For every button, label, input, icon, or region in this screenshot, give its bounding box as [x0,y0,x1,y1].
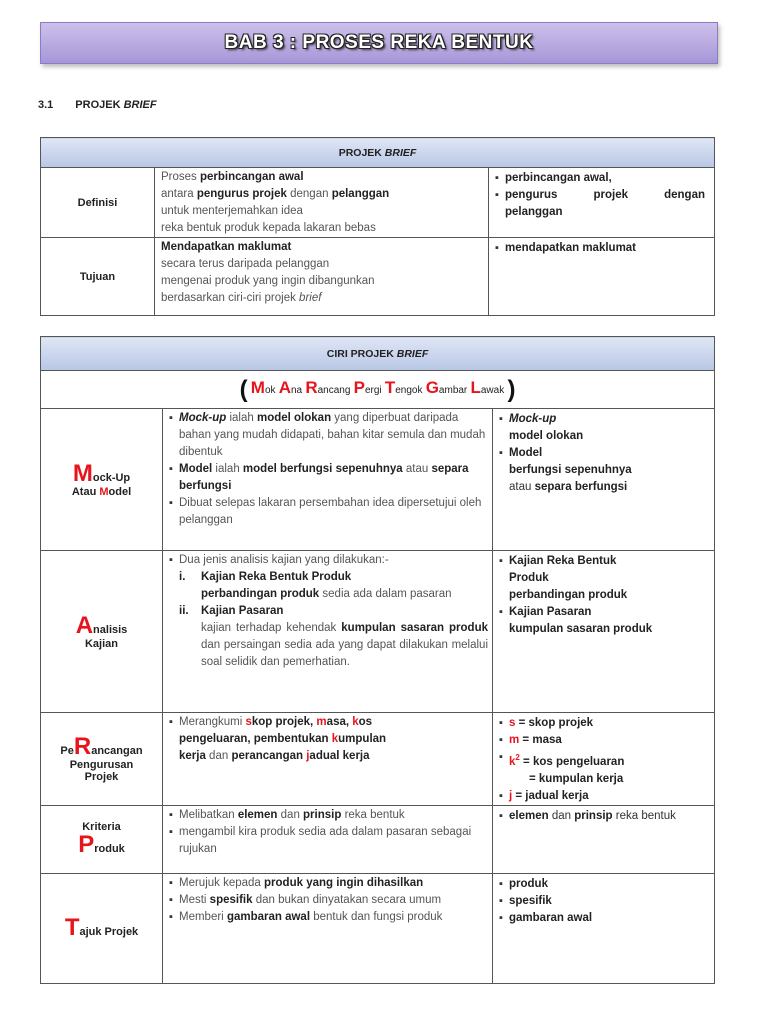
row-label-perancangan: PeRancangan Pengurusan Projek [41,713,163,806]
table-row [41,168,715,238]
ciri-projek-brief-table [40,336,715,984]
analisis-description: ▪ Dua jenis analisis kajian yang dilakukan:- i. Kajian Reka Bentuk Produk perbandingan produk sedia ada dalam pasaran ii. Kajian Pasaran kajian terhadap kehendak kumpulan sasaran produk dan persaingan sedia ada yang dapat dilakukan melalui soal selidik dan pemerhatian. [163,551,493,713]
row-label-mockup: Mock-Up Atau Model [41,409,163,551]
row-label-kriteria: Kriteria Produk [41,805,163,873]
mnemonic-word: Tengok [384,377,423,397]
mockup-keywords: ▪ Mock-up model olokan ▪ Model berfungsi sepenuhnya atau separa berfungsi [493,409,715,551]
kriteria-keywords: ▪ elemen dan prinsip reka bentuk [493,805,715,873]
mnemonic-word: Gambar [425,377,468,397]
projek-brief-table [40,137,715,316]
row-label-definisi: Definisi [41,168,155,238]
analisis-keywords: ▪ Kajian Reka Bentuk Produk perbandingan produk ▪ Kajian Pasaran kumpulan sasaran produk [493,551,715,713]
row-label-tajuk: Tajuk Projek [41,873,163,983]
table-header: PROJEK BRIEF [41,138,715,168]
tajuk-keywords: ▪ produk ▪ spesifik ▪ gambaran awal [493,873,715,983]
table-header-row [41,138,715,168]
mnemonic-row [41,371,715,409]
table-header-row [41,337,715,371]
perancangan-keywords: ▪ s = skop projek ▪ m = masa ▪ $k^2$ = kos pengeluaran = kumpulan kerja ▪ j = jadual kerja [493,713,715,806]
row-label-tujuan: Tujuan [41,238,155,316]
perancangan-description: ▪ Merangkumi skop projek, masa, kos pengeluaran, pembentukan kumpulan kerja dan perancangan jadual kerja [163,713,493,806]
table-row [41,805,715,873]
mnemonic-word: Ana [278,377,303,397]
table-row [41,551,715,713]
mnemonic-word: Mok [250,377,276,397]
tujuan-description: Mendapatkan maklumat secara terus daripada pelanggan mengenai produk yang ingin dibangunkan berdasarkan ciri-ciri projek brief [155,238,489,316]
definisi-description: Proses perbincangan awal antara pengurus projek dengan pelanggan untuk menterjemahkan idea reka bentuk produk kepada lakaran bebas [155,168,489,238]
section-number: 3.1 [38,99,54,111]
mockup-description: ▪ Mock-up ialah model olokan yang diperbuat daripada bahan yang mudah didapati, bahan kitar semula dan mudah dibentuk ▪ Model ialah model berfungsi sepenuhnya atau separa berfungsi ▪ Dibuat selepas lakaran persembahan idea dipersetujui oleh pelanggan [163,409,493,551]
table-header: CIRI PROJEK BRIEF [41,337,715,371]
section-heading [38,99,157,111]
chapter-banner [40,22,718,64]
table-row [41,409,715,551]
mnemonic-word: Lawak [470,377,505,397]
table-row [41,713,715,806]
definisi-keywords: ▪ perbincangan awal, ▪ pengurus projek dengan pelanggan [489,168,715,238]
row-label-analisis: Analisis Kajian [41,551,163,713]
tajuk-description: ▪ Merujuk kepada produk yang ingin dihasilkan ▪ Mesti spesifik dan bukan dinyatakan secara umum ▪ Memberi gambaran awal bentuk dan fungsi produk [163,873,493,983]
tujuan-keywords: ▪ mendapatkan maklumat [489,238,715,316]
chapter-title: BAB 3 : PROSES REKA BENTUK [224,32,534,53]
section-title: PROJEK BRIEF [75,99,157,111]
mnemonic-word: Rancang [305,377,351,397]
table-row [41,238,715,316]
kriteria-description: ▪ Melibatkan elemen dan prinsip reka bentuk ▪ mengambil kira produk sedia ada dalam pasaran sebagai rujukan [163,805,493,873]
table-row [41,873,715,983]
mnemonic-phrase: ( Mok Ana Rancang Pergi Tengok Gambar Lawak ) [41,371,715,409]
mnemonic-word: Pergi [353,377,382,397]
